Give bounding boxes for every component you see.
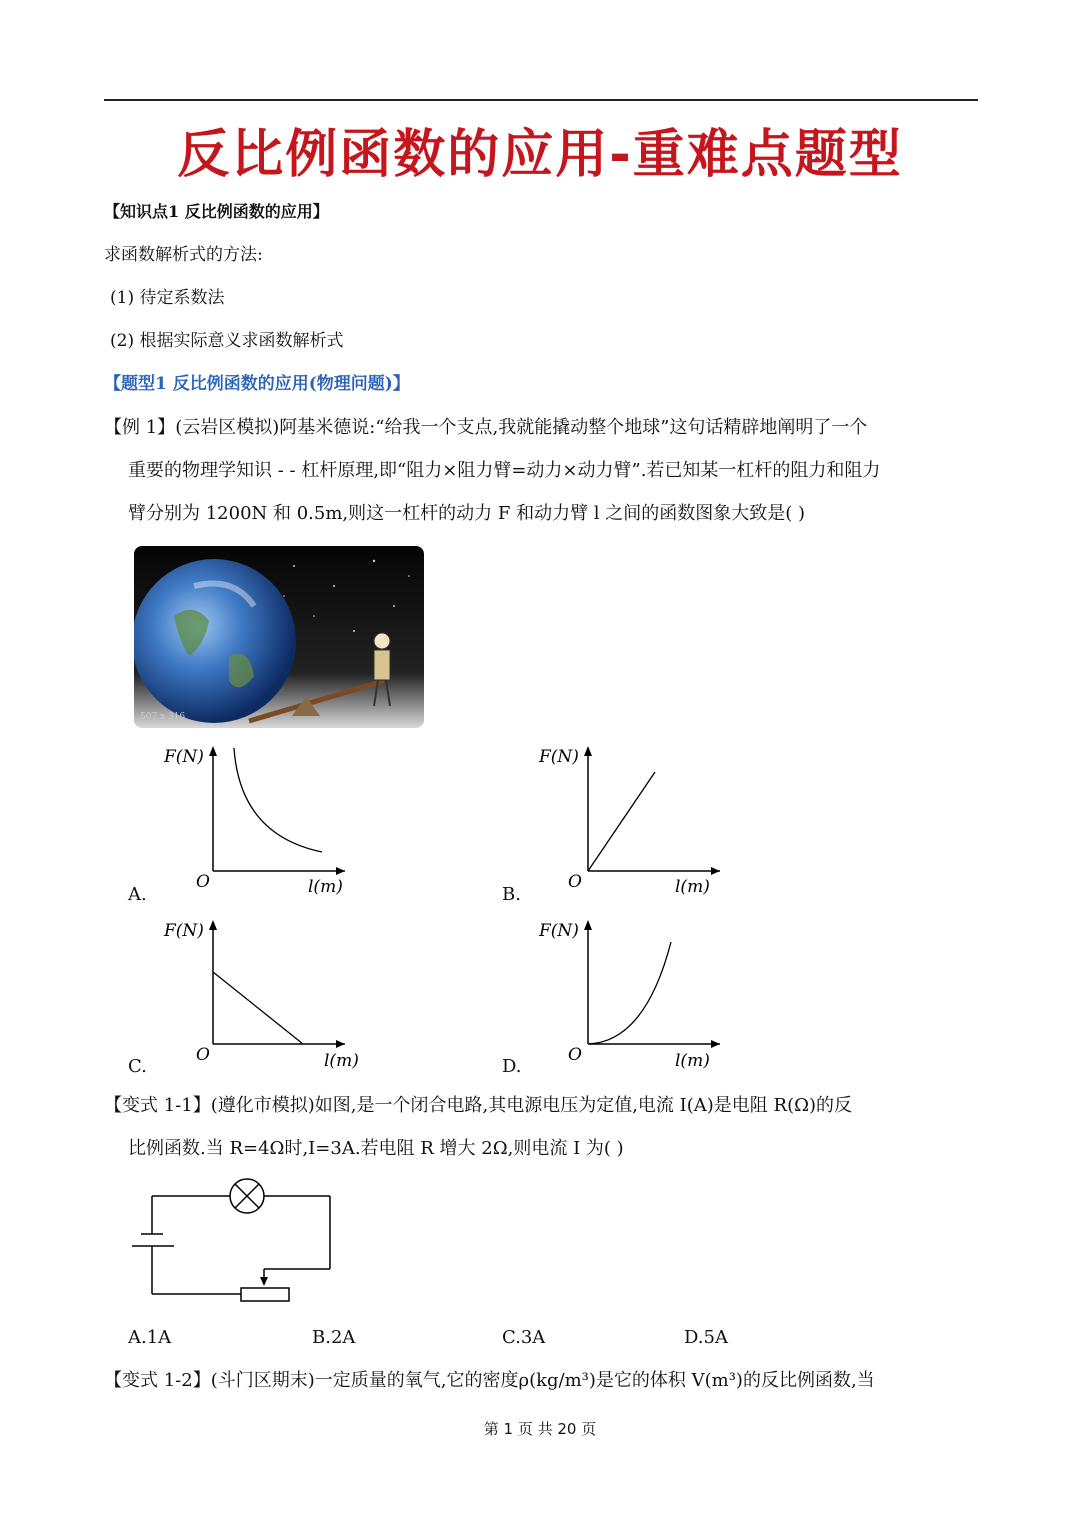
variant1-1-option-d: D.5A xyxy=(684,1327,728,1348)
graph-b-origin: O xyxy=(568,872,582,892)
graph-c-line xyxy=(213,972,303,1044)
question-type-heading: 【题型1 反比例函数的应用(物理问题)】 xyxy=(104,374,410,394)
variant1-1-tag: 【变式 1-1】 xyxy=(104,1095,211,1116)
image-size-caption: 507 x 316 xyxy=(140,712,186,722)
variant1-1-option-a: A.1A xyxy=(128,1327,172,1348)
graph-a-xlabel: l(m) xyxy=(308,877,343,897)
rheostat-icon xyxy=(241,1288,289,1301)
graph-a-origin: O xyxy=(196,872,210,892)
knowledge-point-heading: 【知识点1 反比例函数的应用】 xyxy=(104,202,329,221)
graph-a-ylabel: F(N) xyxy=(164,747,204,767)
graph-d-parabola xyxy=(588,942,671,1044)
graph-c-ylabel: F(N) xyxy=(164,921,204,941)
page-footer: 第 1 页 共 20 页 xyxy=(483,1420,597,1438)
graph-d-origin: O xyxy=(568,1045,582,1065)
option-a-label: A. xyxy=(128,884,147,905)
variant1-2-tag: 【变式 1-2】 xyxy=(104,1370,211,1391)
graph-a-hyperbola xyxy=(234,748,322,852)
graph-b xyxy=(535,740,735,900)
graph-d xyxy=(535,914,735,1074)
variant1-1-option-c: C.3A xyxy=(502,1327,546,1348)
graph-b-xlabel: l(m) xyxy=(675,877,710,897)
page-title: 反比例函数的应用-重难点题型 xyxy=(177,125,903,185)
graph-d-xlabel: l(m) xyxy=(675,1051,710,1071)
example1-text1: (云岩区模拟)阿基米德说:“给我一个支点,我就能撬动整个地球”这句话精辟地阐明了一个 xyxy=(175,417,868,438)
option-b-label: B. xyxy=(502,884,521,905)
variant1-1-line2: 比例函数.当 R=4Ω时,I=3A.若电阻 R 增大 2Ω,则电流 I 为( ) xyxy=(128,1138,624,1159)
top-rule xyxy=(104,99,978,101)
example1-line3: 臂分别为 1200N 和 0.5m,则这一杠杆的动力 F 和动力臂 l 之间的函数图象大致是( ) xyxy=(128,503,806,524)
method-2: (2) 根据实际意义求函数解析式 xyxy=(110,331,344,351)
graph-c-xlabel: l(m) xyxy=(324,1051,359,1071)
method-intro: 求函数解析式的方法: xyxy=(104,245,263,265)
graph-a xyxy=(160,740,360,900)
example1-line1 xyxy=(104,417,867,439)
variant1-1-option-b: B.2A xyxy=(312,1327,356,1348)
archimedes-lever-image xyxy=(134,546,424,728)
example1-line2: 重要的物理学知识 - - 杠杆原理,即“阻力×阻力臂=动力×动力臂”.若已知某一杠杆的阻力和阻力 xyxy=(128,460,881,481)
graph-c-origin: O xyxy=(196,1045,210,1065)
circuit-diagram xyxy=(128,1172,348,1312)
example1-tag: 【例 1】 xyxy=(104,417,176,438)
variant1-1-text1: (遵化市模拟)如图,是一个闭合电路,其电源电压为定值,电流 I(A)是电阻 R(Ω)的反 xyxy=(210,1095,853,1116)
variant1-2-line1 xyxy=(104,1370,875,1392)
graph-b-ylabel: F(N) xyxy=(539,747,579,767)
variant1-2-text1: (斗门区期末)一定质量的氧气,它的密度ρ(kg/m³)是它的体积 V(m³)的反比例函数,当 xyxy=(210,1370,875,1391)
graph-c xyxy=(160,914,360,1074)
graph-d-ylabel: F(N) xyxy=(539,921,579,941)
method-1: (1) 待定系数法 xyxy=(110,288,225,308)
graph-b-line xyxy=(588,772,655,871)
variant1-1-line1 xyxy=(104,1095,852,1117)
option-d-label: D. xyxy=(502,1056,522,1077)
option-c-label: C. xyxy=(128,1056,147,1077)
